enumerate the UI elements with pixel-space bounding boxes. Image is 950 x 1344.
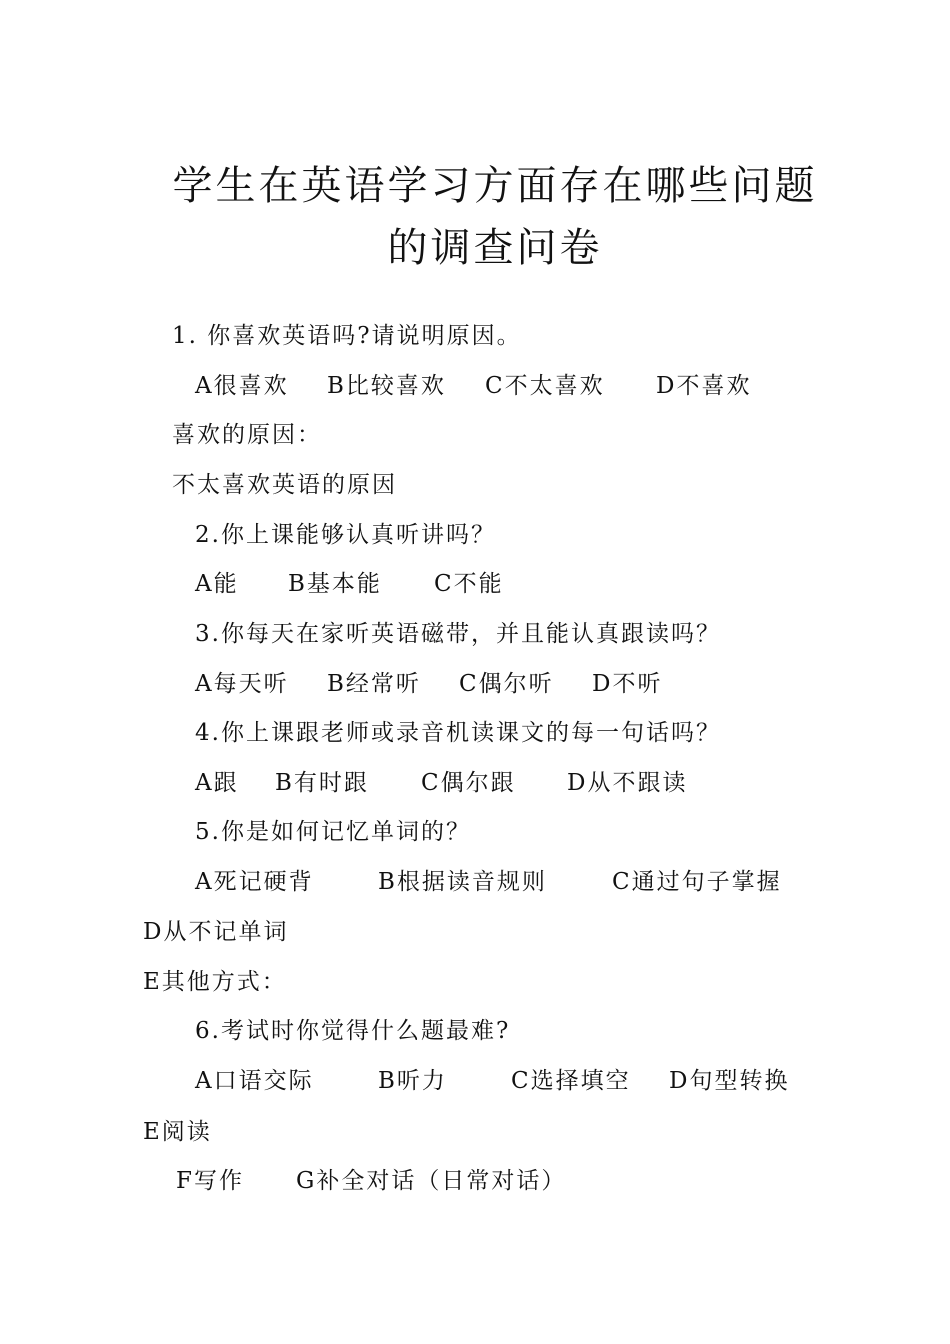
document-title-line-2: 的调查问卷 [387,225,603,271]
q6-option-e: E阅读 [143,1119,212,1145]
q4-option-b: B有时跟 [275,770,369,796]
question-1: 1. 你喜欢英语吗?请说明原因。 [172,323,522,349]
q5-option-b: B根据读音规则 [378,869,547,895]
q3-option-c: C偶尔听 [459,671,554,697]
q4-option-a: A跟 [195,770,239,796]
q5-option-a: A死记硬背 [195,869,314,895]
q5-option-c: C通过句子掌握 [612,869,782,895]
document-title-line-1: 学生在英语学习方面存在哪些问题 [172,163,818,209]
q6-option-f: F写作 [176,1168,244,1194]
q3-option-a: A每天听 [195,671,289,697]
q3-option-d: D不听 [592,671,663,697]
q1-like-reason: 喜欢的原因： [172,422,322,448]
question-6: 6.考试时你觉得什么题最难? [195,1018,511,1044]
question-4: 4.你上课跟老师或录音机读课文的每一句话吗？ [195,720,721,746]
question-1-options [195,375,815,399]
q1-option-a: A很喜欢 [195,373,289,399]
q5-option-e: E其他方式： [143,969,287,995]
question-6-options-row-3 [176,1170,696,1194]
q6-option-a: A口语交际 [195,1068,314,1094]
q1-option-c: C不太喜欢 [485,373,605,399]
question-3: 3.你每天在家听英语磁带，并且能认真跟读吗？ [195,621,721,647]
q2-option-b: B基本能 [288,571,382,597]
q6-option-c: C选择填空 [511,1068,631,1094]
q6-option-b: B听力 [378,1068,447,1094]
q1-dislike-reason: 不太喜欢英语的原因 [172,472,397,498]
q5-option-d: D从不记单词 [143,919,289,945]
question-3-options [195,673,715,697]
question-6-options [195,1070,835,1094]
q3-option-b: B经常听 [327,671,421,697]
q6-option-d: D句型转换 [669,1068,790,1094]
question-5-options [195,871,835,895]
question-5: 5.你是如何记忆单词的？ [195,819,471,845]
q2-option-a: A能 [195,571,239,597]
question-4-options [195,772,755,796]
question-2: 2.你上课能够认真听讲吗？ [195,522,496,548]
q6-option-g: G补全对话（日常对话） [296,1168,567,1194]
q2-option-c: C不能 [434,571,504,597]
q4-option-c: C偶尔跟 [421,770,516,796]
question-2-options [195,573,595,597]
q4-option-d: D从不跟读 [567,770,688,796]
q1-option-b: B比较喜欢 [327,373,446,399]
q1-option-d: D不喜欢 [656,373,752,399]
